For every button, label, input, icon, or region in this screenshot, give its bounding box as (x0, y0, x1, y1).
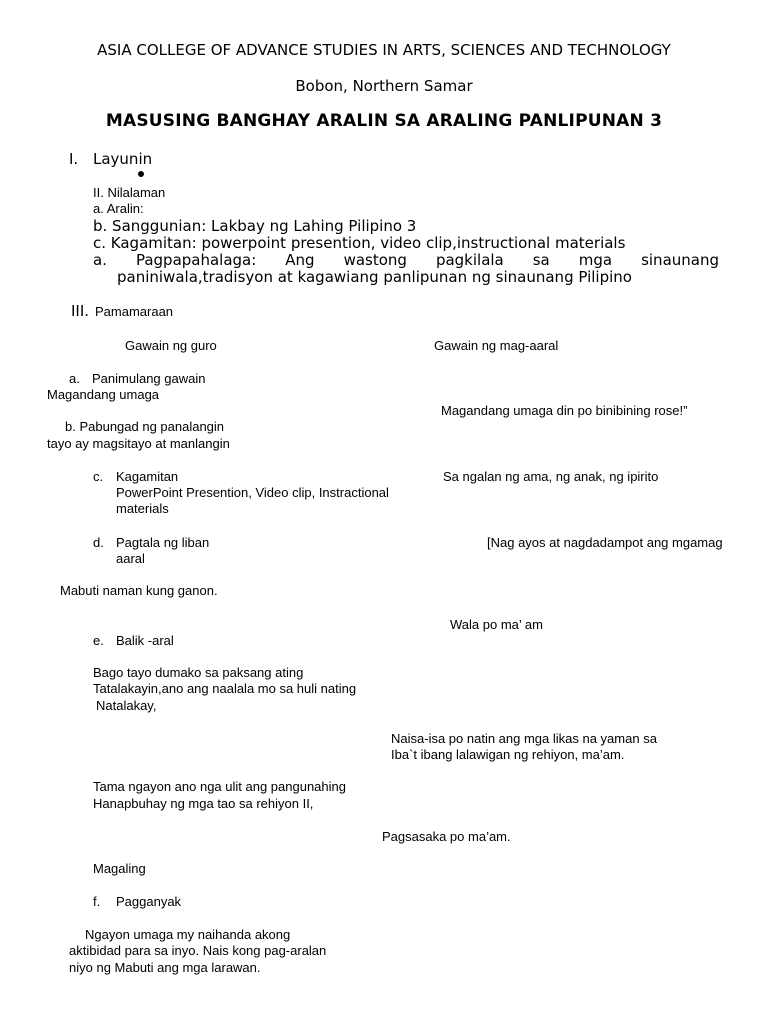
step-b-label: b. Pabungad ng panalangin (65, 419, 225, 434)
step-f-label: Pagganyak (116, 894, 182, 909)
step-e-marker: e. (93, 633, 104, 648)
teacher-tama-line-1: Tama ngayon ano nga ulit ang pangunahing (93, 779, 346, 794)
teacher-bago-line-2: Tatalakayin,ano ang naalala mo sa huli nating (93, 681, 357, 696)
teacher-tama-line-2: Hanapbuhay ng mga tao sa rehiyon II, (93, 796, 314, 811)
teacher-magaling: Magaling (93, 861, 146, 876)
step-c-detail-1: PowerPoint Presention, Video clip, Instractional (116, 485, 389, 500)
step-f-marker: f. (93, 894, 101, 909)
section-label-layunin: Layunin (93, 150, 153, 168)
step-c-marker: c. (93, 469, 104, 484)
step-a-label: Panimulang gawain (92, 371, 206, 386)
student-greeting-reply: Magandang umaga din po binibining rose!” (441, 403, 688, 418)
teacher-bago-line-3: Natalakay, (96, 698, 157, 713)
kagamitan-line: c. Kagamitan: powerpoint presention, video clip,instructional materials (93, 234, 626, 252)
sanggunian-line: b. Sanggunian: Lakbay ng Lahing Pilipino 3 (93, 217, 417, 235)
step-d-marker: d. (93, 535, 104, 550)
step-b-text: tayo ay magsitayo at manlangin (47, 436, 230, 451)
teacher-mabuti: Mabuti naman kung ganon. (60, 583, 218, 598)
section-label-nilalaman: II. Nilalaman (93, 185, 166, 200)
step-c-label: Kagamitan (116, 469, 179, 484)
bullet-icon (138, 171, 144, 177)
section-number-3: III. (71, 302, 90, 320)
student-wala: Wala po ma’ am (450, 617, 543, 632)
column-header-guro: Gawain ng guro (125, 338, 217, 353)
step-d-label: Pagtala ng liban (116, 535, 210, 550)
school-name: ASIA COLLEGE OF ADVANCE STUDIES IN ARTS, SCIENCES AND TECHNOLOGY (97, 41, 671, 59)
student-naisa-line-1: Naisa-isa po natin ang mga likas na yaman sa (391, 731, 657, 746)
pagpapahalaga-line-1: a. Pagpapahalaga: Ang wastong pagkilala sa mga sinaunang (93, 251, 719, 269)
teacher-greeting: Magandang umaga (47, 387, 160, 402)
teacher-bago-line-1: Bago tayo dumako sa paksang ating (93, 665, 304, 680)
step-d-detail: aaral (116, 551, 145, 566)
step-c-detail-2: materials (116, 501, 169, 516)
teacher-ngayon-line-1: Ngayon umaga my naihanda akong (85, 927, 291, 942)
section-number-1: I. (69, 150, 79, 168)
student-attendance-reply: [Nag ayos at nagdadampot ang mgamag (487, 535, 723, 550)
student-prayer-reply: Sa ngalan ng ama, ng anak, ng ipirito (443, 469, 659, 484)
section-label-pamamaraan: Pamamaraan (95, 304, 174, 319)
student-pagsasaka: Pagsasaka po ma’am. (382, 829, 511, 844)
school-location: Bobon, Northern Samar (295, 77, 473, 95)
page-title: MASUSING BANGHAY ARALIN SA ARALING PANLIPUNAN 3 (105, 111, 663, 131)
student-naisa-line-2: Iba`t ibang lalawigan ng rehiyon, ma’am. (391, 747, 625, 762)
teacher-ngayon-line-2: aktibidad para sa inyo. Nais kong pag-aralan (69, 943, 327, 958)
aralin-line: a. Aralin: (93, 201, 144, 216)
step-a-marker: a. (69, 371, 80, 386)
step-e-label: Balik -aral (116, 633, 174, 648)
pagpapahalaga-line-2: paniniwala,tradisyon at kagawiang panlipunan ng sinaunang Pilipino (117, 268, 632, 286)
teacher-ngayon-line-3: niyo ng Mabuti ang mga larawan. (69, 960, 261, 975)
column-header-mag-aaral: Gawain ng mag-aaral (434, 338, 559, 353)
